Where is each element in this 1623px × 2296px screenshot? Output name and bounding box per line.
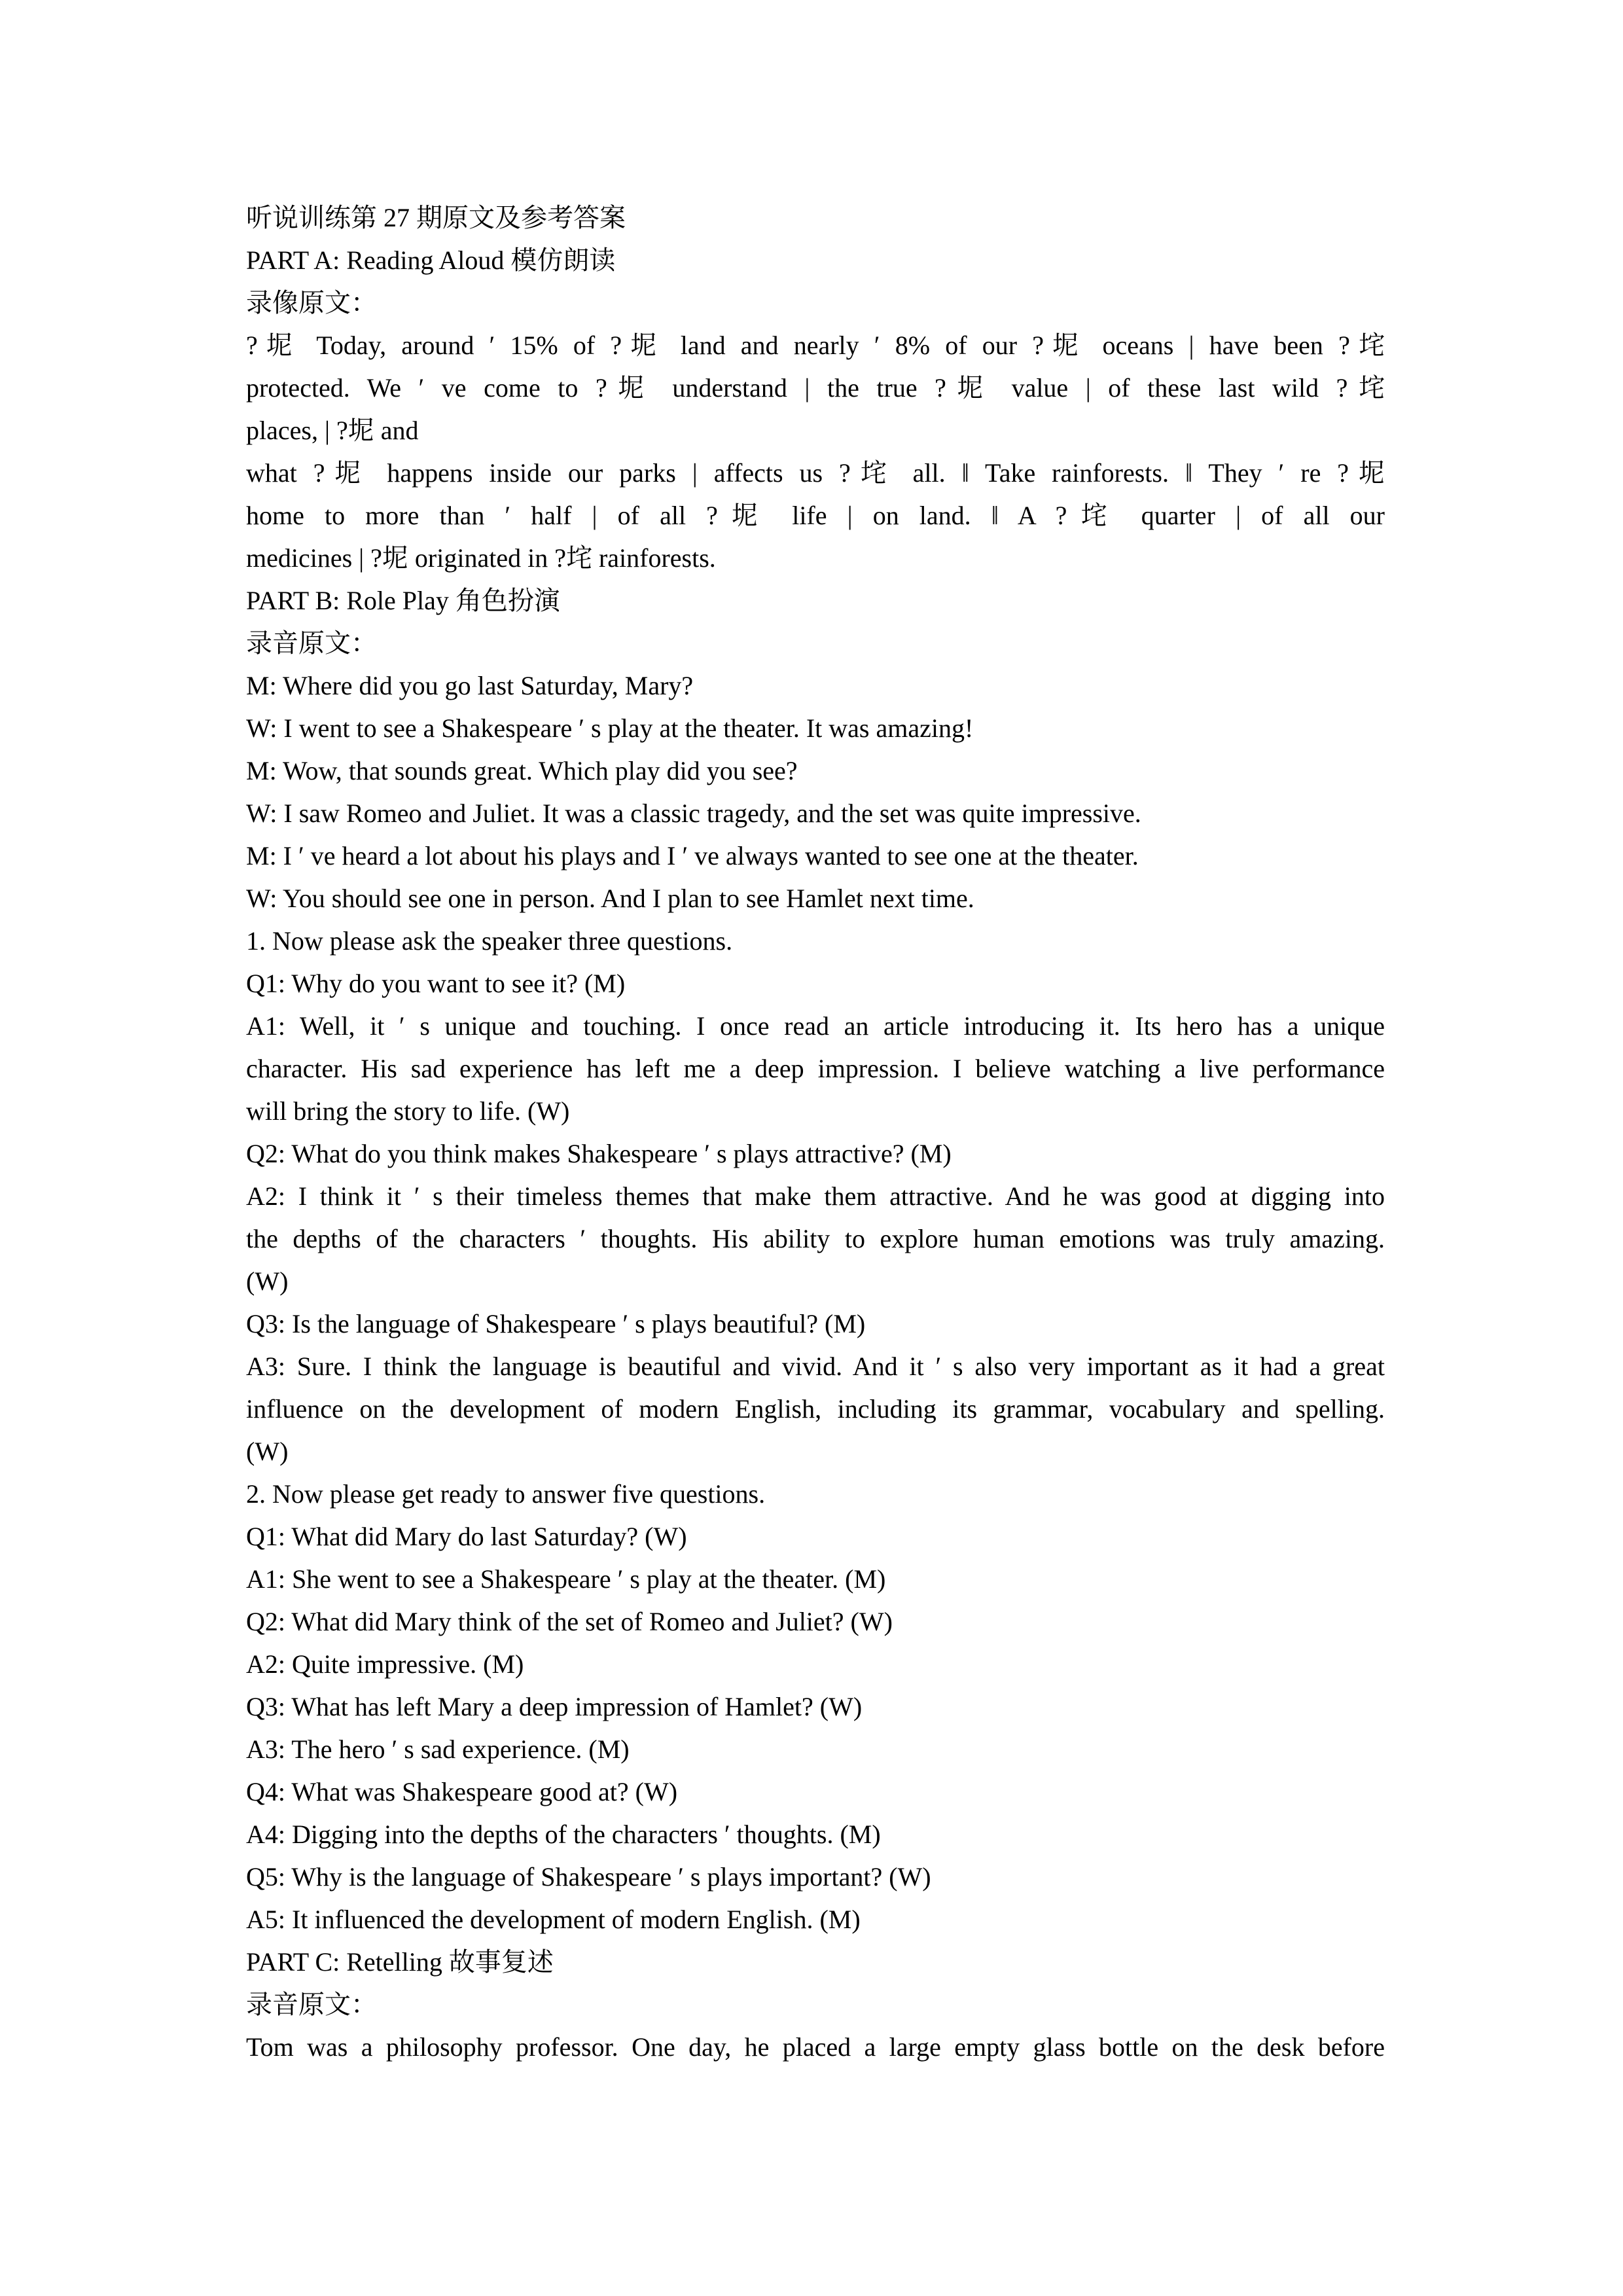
document-title: 听说训练第 27 期原文及参考答案 [246,203,626,232]
qa-line: A3: Sure. I think the language is beautiful and vivid. And it ′ s also very important as it had a great [246,1352,1385,1381]
qa-line: (W) [246,1266,289,1296]
qa-line: influence on the development of modern English, including its grammar, vocabulary and spelling. [246,1394,1385,1424]
qa-line: A1: She went to see a Shakespeare ′ s play at the theater. (M) [246,1564,886,1594]
qa-line: Q3: Is the language of Shakespeare ′ s plays beautiful? (M) [246,1309,866,1338]
dialogue-line: W: You should see one in person. And I plan to see Hamlet next time. [246,884,974,913]
part-c-source-label: 录音原文： [246,1990,377,2019]
part-a-text-line: what ?坭 happens inside our parks | affects us ?垞 all. ‖ Take rainforests. ‖ They ′ re ?坭 [246,458,1385,488]
part-a-text-line: medicines | ?坭 originated in ?垞 rainforests. [246,543,716,573]
qa-line: character. His sad experience has left me a deep impression. I believe watching a live performance [246,1054,1385,1083]
part-b-heading: PART B: Role Play 角色扮演 [246,586,560,615]
part-c-heading: PART C: Retelling 故事复述 [246,1947,554,1977]
part-a-text-line: ?坭 Today, around ′ 15% of ?坭 land and nearly ′ 8% of our ?坭 oceans | have been ?垞 [246,331,1385,360]
qa-line: Q2: What do you think makes Shakespeare ′ s plays attractive? (M) [246,1139,952,1168]
dialogue-line: M: I ′ ve heard a lot about his plays and I ′ ve always wanted to see one at the theater. [246,841,1139,870]
qa-line: Q4: What was Shakespeare good at? (W) [246,1777,678,1806]
qa-line: the depths of the characters ′ thoughts. His ability to explore human emotions was truly amazing. [246,1224,1385,1253]
dialogue-line: M: Where did you go last Saturday, Mary? [246,671,694,700]
qa-line: A3: The hero ′ s sad experience. (M) [246,1734,630,1764]
qa-line: A2: I think it ′ s their timeless themes that make them attractive. And he was good at digging into [246,1181,1385,1211]
qa-line: A1: Well, it ′ s unique and touching. I once read an article introducing it. Its hero has a unique [246,1011,1385,1041]
qa-line: A2: Quite impressive. (M) [246,1649,524,1679]
part-a-source-label: 录像原文： [246,288,377,317]
part-a-heading: PART A: Reading Aloud 模仿朗读 [246,245,616,275]
qa-line: A5: It influenced the development of modern English. (M) [246,1905,861,1934]
task1-heading: 1. Now please ask the speaker three questions. [246,926,733,956]
dialogue-line: M: Wow, that sounds great. Which play did you see? [246,756,798,785]
document-page [246,196,1385,2068]
qa-line: Q1: Why do you want to see it? (M) [246,969,626,998]
qa-line: A4: Digging into the depths of the characters ′ thoughts. (M) [246,1820,881,1849]
dialogue-line: W: I went to see a Shakespeare ′ s play at the theater. It was amazing! [246,713,974,743]
qa-line: Q3: What has left Mary a deep impression of Hamlet? (W) [246,1692,863,1721]
task2-heading: 2. Now please get ready to answer five questions. [246,1479,766,1509]
qa-line: (W) [246,1437,289,1466]
part-b-source-label: 录音原文： [246,628,377,658]
qa-line: Q1: What did Mary do last Saturday? (W) [246,1522,687,1551]
part-a-text-line: home to more than ′ half | of all ?坭 life | on land. ‖ A ?垞 quarter | of all our [246,501,1385,530]
qa-line: Q5: Why is the language of Shakespeare ′ s plays important? (W) [246,1862,931,1892]
qa-line: will bring the story to life. (W) [246,1096,570,1126]
part-a-text-line: protected. We ′ ve come to ?坭 understand | the true ?坭 value | of these last wild ?垞 [246,373,1385,403]
qa-line: Q2: What did Mary think of the set of Romeo and Juliet? (W) [246,1607,893,1636]
part-a-text-line: places, | ?坭 and [246,416,419,445]
part-c-text-line: Tom was a philosophy professor. One day, he placed a large empty glass bottle on the desk before [246,2032,1385,2062]
dialogue-line: W: I saw Romeo and Juliet. It was a classic tragedy, and the set was quite impressive. [246,798,1141,828]
